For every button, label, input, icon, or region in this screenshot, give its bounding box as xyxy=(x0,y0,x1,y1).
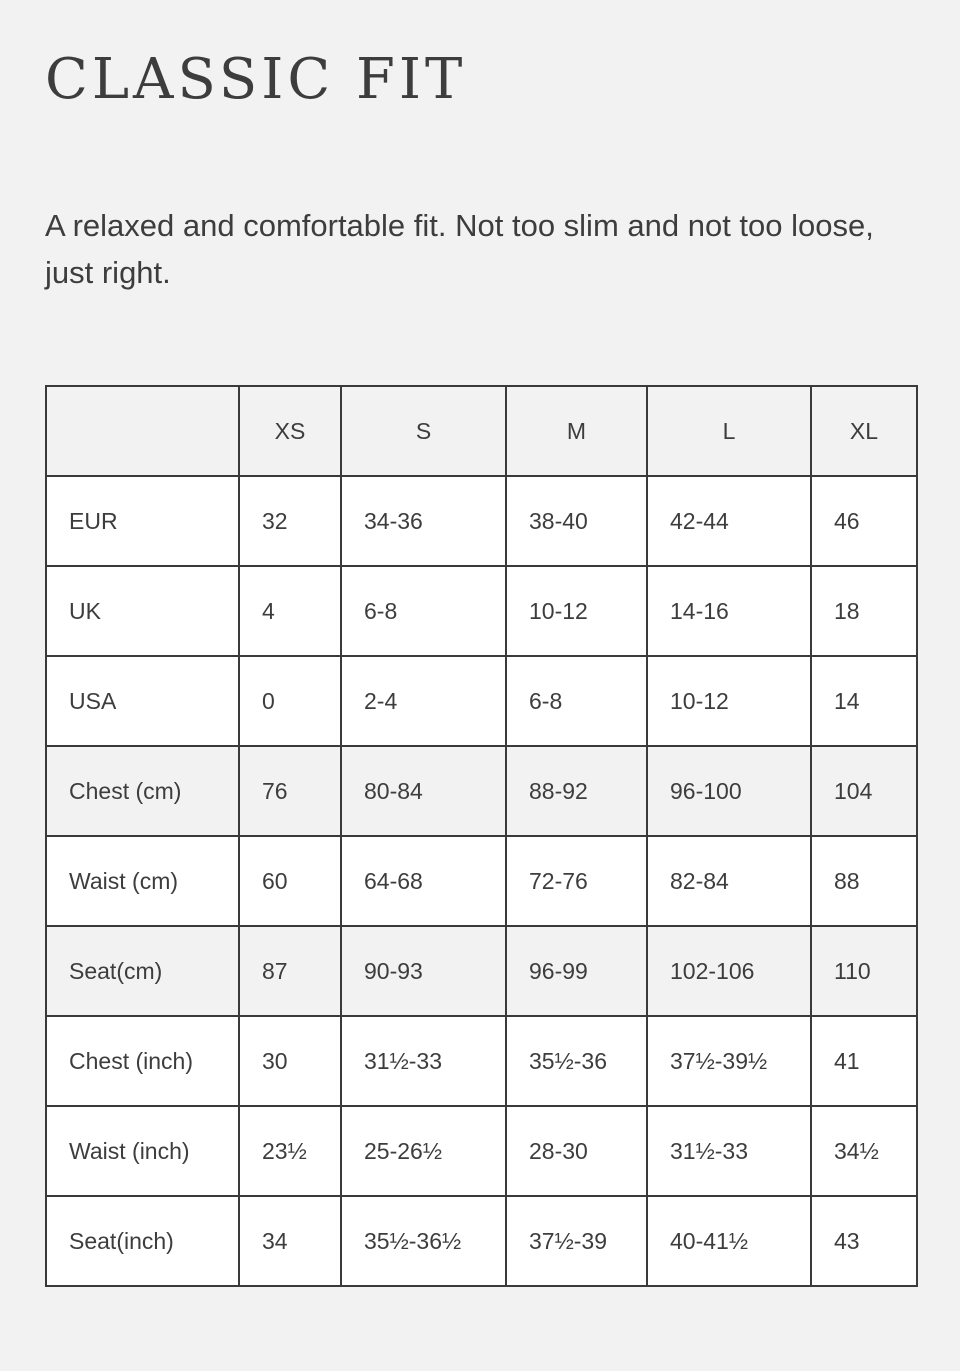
table-cell: 0 xyxy=(239,656,341,746)
table-cell: 72-76 xyxy=(506,836,647,926)
table-cell: 35½-36½ xyxy=(341,1196,506,1286)
header-cell-empty xyxy=(46,386,239,476)
header-cell-s: S xyxy=(341,386,506,476)
table-cell: 96-100 xyxy=(647,746,811,836)
table-row xyxy=(46,746,917,836)
table-cell: 76 xyxy=(239,746,341,836)
table-cell: 32 xyxy=(239,476,341,566)
header-cell-xl: XL xyxy=(811,386,917,476)
row-label: Waist (inch) xyxy=(46,1106,239,1196)
table-cell: 96-99 xyxy=(506,926,647,1016)
table-row xyxy=(46,836,917,926)
table-cell: 14-16 xyxy=(647,566,811,656)
header-cell-l: L xyxy=(647,386,811,476)
table-cell: 10-12 xyxy=(647,656,811,746)
row-label: Chest (inch) xyxy=(46,1016,239,1106)
table-cell: 110 xyxy=(811,926,917,1016)
row-label: Waist (cm) xyxy=(46,836,239,926)
row-label: UK xyxy=(46,566,239,656)
table-cell: 10-12 xyxy=(506,566,647,656)
fit-description: A relaxed and comfortable fit. Not too slim and not too loose, just right. xyxy=(45,208,874,290)
table-row xyxy=(46,1196,917,1286)
size-chart-table xyxy=(45,385,918,1287)
table-cell: 102-106 xyxy=(647,926,811,1016)
table-cell: 46 xyxy=(811,476,917,566)
row-label: Seat(inch) xyxy=(46,1196,239,1286)
row-label: EUR xyxy=(46,476,239,566)
table-cell: 60 xyxy=(239,836,341,926)
table-cell: 30 xyxy=(239,1016,341,1106)
table-cell: 104 xyxy=(811,746,917,836)
table-cell: 82-84 xyxy=(647,836,811,926)
page-title: CLASSIC FIT xyxy=(45,47,467,112)
table-cell: 38-40 xyxy=(506,476,647,566)
header-cell-m: M xyxy=(506,386,647,476)
table-row xyxy=(46,656,917,746)
header-cell-xs: XS xyxy=(239,386,341,476)
table-row xyxy=(46,926,917,1016)
table-row xyxy=(46,566,917,656)
table-cell: 31½-33 xyxy=(647,1106,811,1196)
table-cell: 2-4 xyxy=(341,656,506,746)
table-cell: 28-30 xyxy=(506,1106,647,1196)
table-header-row xyxy=(46,386,917,476)
table-cell: 25-26½ xyxy=(341,1106,506,1196)
table-row xyxy=(46,1016,917,1106)
table-row xyxy=(46,476,917,566)
table-row xyxy=(46,1106,917,1196)
table-cell: 37½-39½ xyxy=(647,1016,811,1106)
table-cell: 80-84 xyxy=(341,746,506,836)
table-cell: 40-41½ xyxy=(647,1196,811,1286)
table-cell: 90-93 xyxy=(341,926,506,1016)
table-cell: 88-92 xyxy=(506,746,647,836)
row-label: USA xyxy=(46,656,239,746)
table-cell: 43 xyxy=(811,1196,917,1286)
table-cell: 41 xyxy=(811,1016,917,1106)
row-label: Chest (cm) xyxy=(46,746,239,836)
table-cell: 23½ xyxy=(239,1106,341,1196)
table-cell: 6-8 xyxy=(506,656,647,746)
table-cell: 31½-33 xyxy=(341,1016,506,1106)
table-cell: 18 xyxy=(811,566,917,656)
row-label: Seat(cm) xyxy=(46,926,239,1016)
table-cell: 42-44 xyxy=(647,476,811,566)
table-cell: 35½-36 xyxy=(506,1016,647,1106)
table-cell: 34-36 xyxy=(341,476,506,566)
table-cell: 14 xyxy=(811,656,917,746)
table-cell: 37½-39 xyxy=(506,1196,647,1286)
table-cell: 6-8 xyxy=(341,566,506,656)
table-cell: 34½ xyxy=(811,1106,917,1196)
table-cell: 88 xyxy=(811,836,917,926)
table-cell: 87 xyxy=(239,926,341,1016)
table-cell: 34 xyxy=(239,1196,341,1286)
table-cell: 4 xyxy=(239,566,341,656)
table-cell: 64-68 xyxy=(341,836,506,926)
